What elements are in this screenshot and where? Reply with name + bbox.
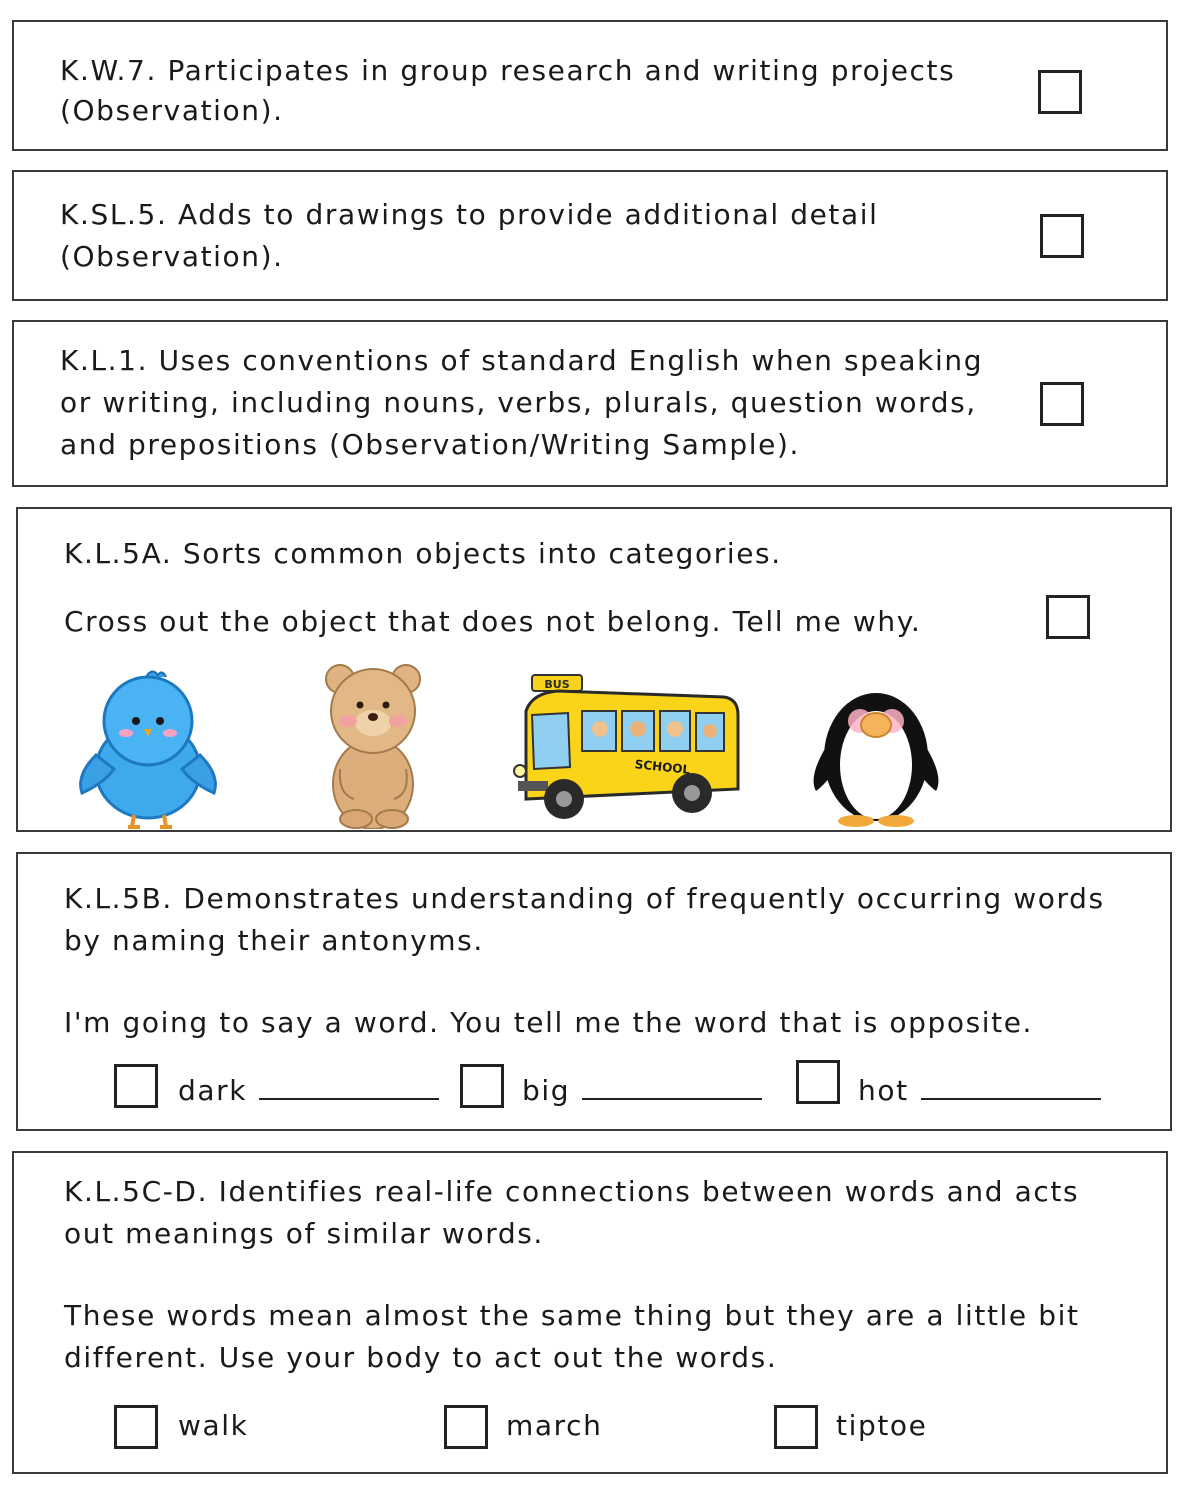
standard-text-line: K.L.1. Uses conventions of standard English when speaking [60, 344, 984, 377]
standard-box-kl5cd [12, 1151, 1168, 1474]
checkbox-kl5a[interactable] [1046, 595, 1090, 639]
word-label: dark [178, 1074, 248, 1107]
standard-text-line: (Observation). [60, 94, 284, 127]
word-label: march [506, 1409, 603, 1442]
word-label: big [522, 1074, 571, 1107]
standard-text-line: K.L.5B. Demonstrates understanding of frequently occurring words [64, 882, 1105, 915]
checkbox-march[interactable] [444, 1405, 488, 1449]
standard-box-kw7 [12, 20, 1168, 151]
standard-text-line: K.W.7. Participates in group research and writing projects [60, 54, 956, 87]
bird-icon[interactable] [74, 665, 224, 830]
checkbox-kl1[interactable] [1040, 382, 1084, 426]
instruction-text: These words mean almost the same thing but they are a little bit [64, 1299, 1080, 1332]
instruction-text: different. Use your body to act out the words. [64, 1341, 778, 1374]
instruction-text: Cross out the object that does not belong. Tell me why. [64, 605, 922, 638]
answer-blank[interactable] [921, 1090, 1101, 1100]
checkbox-hot[interactable] [796, 1060, 840, 1104]
answer-blank[interactable] [259, 1090, 439, 1100]
checkbox-big[interactable] [460, 1064, 504, 1108]
checkbox-walk[interactable] [114, 1405, 158, 1449]
standard-text-line: by naming their antonyms. [64, 924, 484, 957]
standard-text-line: or writing, including nouns, verbs, plurals, question words, [60, 386, 977, 419]
checkbox-kw7[interactable] [1038, 70, 1082, 114]
checkbox-dark[interactable] [114, 1064, 158, 1108]
word-label: hot [858, 1074, 909, 1107]
antonym-item-hot [858, 1070, 1101, 1112]
checkbox-ksl5[interactable] [1040, 214, 1084, 258]
instruction-text: I'm going to say a word. You tell me the word that is opposite. [64, 1006, 1034, 1039]
standard-box-kl5a [16, 507, 1172, 832]
school-bus-icon[interactable] [512, 671, 744, 829]
antonym-item-dark [178, 1070, 439, 1112]
bus-side-text: SCHOOL [634, 757, 691, 777]
word-label: tiptoe [836, 1409, 928, 1442]
standard-text-line: (Observation). [60, 240, 284, 273]
standard-box-ksl5 [12, 170, 1168, 301]
antonym-item-big [522, 1070, 762, 1112]
answer-blank[interactable] [582, 1090, 762, 1100]
penguin-icon[interactable] [810, 667, 942, 829]
standard-box-kl1 [12, 320, 1168, 487]
checkbox-tiptoe[interactable] [774, 1405, 818, 1449]
word-label: walk [178, 1409, 249, 1442]
bus-sign-text: BUS [544, 678, 570, 691]
standard-box-kl5b [16, 852, 1172, 1131]
standard-text-line: and prepositions (Observation/Writing Sample). [60, 428, 801, 461]
standard-text-line: out meanings of similar words. [64, 1217, 544, 1250]
standard-text-line: K.SL.5. Adds to drawings to provide additional detail [60, 198, 879, 231]
standard-text-line: K.L.5A. Sorts common objects into categories. [64, 537, 782, 570]
teddy-bear-icon[interactable] [318, 659, 428, 829]
standard-text-line: K.L.5C-D. Identifies real-life connections between words and acts [64, 1175, 1080, 1208]
